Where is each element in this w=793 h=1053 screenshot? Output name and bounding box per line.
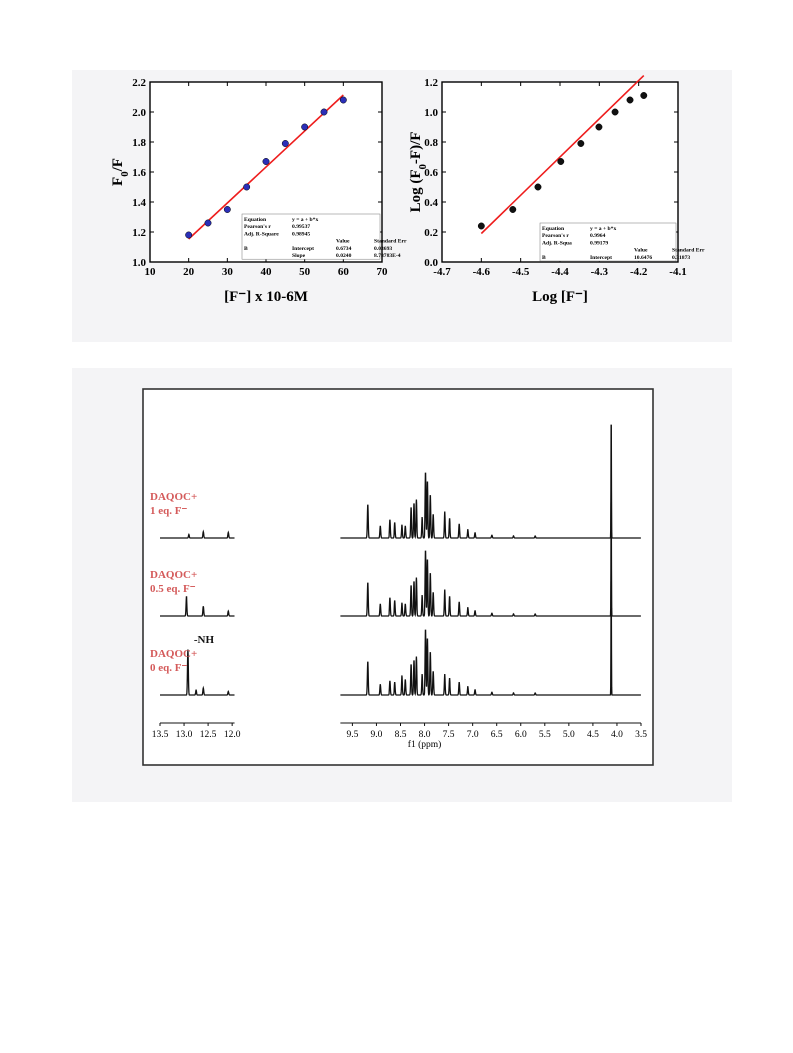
x-tick-label: 12.0 <box>223 730 241 740</box>
data-point <box>243 184 249 190</box>
data-point <box>578 140 584 146</box>
data-point <box>596 124 602 130</box>
x-tick-label: 12.5 <box>199 730 217 740</box>
stats-cell: y = a + b*x <box>292 217 319 223</box>
nmr-frame <box>143 389 653 765</box>
y-axis-label: Log $(F_0-F)/F$ <box>408 131 429 213</box>
data-point <box>627 97 633 103</box>
x-axis-label: [F⁻] x 10-6M <box>224 289 308 305</box>
data-point <box>558 158 564 164</box>
stats-cell: 0.99537 <box>292 224 311 231</box>
stats-cell: 0.98945 <box>292 231 311 238</box>
nmr-series-label: DAQOC+ <box>150 569 198 581</box>
y-tick-label: 0.0 <box>424 257 438 269</box>
x-axis-label: f1 (ppm) <box>407 740 442 750</box>
stats-cell: Slope <box>292 253 306 259</box>
y-tick-label: 1.6 <box>132 167 146 179</box>
x-tick-label: 5.0 <box>562 730 575 740</box>
x-tick-label: 5.5 <box>538 730 551 740</box>
x-tick-label: 60 <box>337 266 349 278</box>
y-tick-label: 0.8 <box>424 137 438 149</box>
stats-cell: Equation <box>244 217 267 223</box>
x-tick-label: 50 <box>299 266 311 278</box>
x-tick-label: 6.0 <box>514 730 527 740</box>
stats-cell: Intercept <box>590 254 612 261</box>
stats-cell: y = a + b*x <box>590 226 617 232</box>
nmr-series-label: 0.5 eq. F⁻ <box>150 583 196 595</box>
stats-cell: Adj. R-Square <box>244 231 279 238</box>
y-tick-label: 2.0 <box>132 107 146 119</box>
stats-cell: B <box>244 245 248 252</box>
stats-cell: Standard Err <box>672 247 705 254</box>
data-point <box>510 206 516 212</box>
x-tick-label: -4.7 <box>433 266 451 278</box>
stats-cell: Equation <box>542 226 565 232</box>
data-point <box>478 223 484 229</box>
x-tick-label: 13.5 <box>151 730 169 740</box>
y-tick-label: 1.2 <box>132 227 146 239</box>
nmr-spectrum-panel <box>142 388 654 766</box>
x-tick-label: -4.5 <box>511 266 530 278</box>
data-point <box>612 109 618 115</box>
x-tick-label: 20 <box>183 266 195 278</box>
y-tick-label: 0.4 <box>424 197 438 209</box>
stats-cell: Value <box>634 247 648 254</box>
x-tick-label: 8.0 <box>418 730 431 740</box>
x-tick-label: 9.0 <box>370 730 383 740</box>
data-point <box>263 158 269 164</box>
stats-cell: Intercept <box>292 245 314 252</box>
stats-cell: 0.9964 <box>590 233 606 240</box>
stats-cell: Pearson's r <box>542 233 569 240</box>
data-point <box>224 206 230 212</box>
nmr-series-label: DAQOC+ <box>150 491 198 503</box>
stats-cell: 0.0240 <box>336 253 352 259</box>
stats-cell: 0.03693 <box>374 245 393 252</box>
y-axis-label: $F_0/F$ <box>110 158 131 186</box>
x-tick-label: 3.5 <box>635 730 647 740</box>
stats-cell: Adj. R-Squa <box>542 240 572 247</box>
x-tick-label: -4.1 <box>669 266 687 278</box>
x-axis-label: Log [F⁻] <box>532 289 588 305</box>
nmr-series-label: 0 eq. F⁻ <box>150 662 188 674</box>
x-tick-label: 30 <box>221 266 233 278</box>
stats-cell: Value <box>336 238 350 245</box>
x-tick-label: -4.2 <box>629 266 648 278</box>
stats-cell: 8.78783E-4 <box>374 253 401 259</box>
data-point <box>301 124 307 130</box>
y-tick-label: 2.2 <box>132 77 146 89</box>
stats-cell: 10.6476 <box>634 254 653 261</box>
nmr-series-label: DAQOC+ <box>150 648 198 660</box>
stern-volmer-chart-svg <box>100 68 407 330</box>
y-tick-label: 1.0 <box>132 257 146 269</box>
y-tick-label: 1.8 <box>132 137 146 149</box>
x-tick-label: 9.5 <box>346 730 359 740</box>
x-tick-label: 7.5 <box>442 730 455 740</box>
x-tick-label: 40 <box>260 266 272 278</box>
x-tick-label: 4.0 <box>611 730 623 740</box>
stats-cell: 0.31873 <box>672 254 691 261</box>
stats-cell: 0.99179 <box>590 240 609 247</box>
data-point <box>185 232 191 238</box>
data-point <box>282 140 288 146</box>
nmr-chart-svg <box>142 388 654 766</box>
log-chart-svg <box>408 68 712 330</box>
stats-cell: Pearson's r <box>244 224 271 231</box>
x-tick-label: -4.6 <box>472 266 491 278</box>
x-tick-label: 4.5 <box>586 730 599 740</box>
stats-cell: B <box>542 254 546 261</box>
data-point <box>205 220 211 226</box>
x-tick-label: -4.3 <box>590 266 609 278</box>
x-tick-label: 6.5 <box>490 730 503 740</box>
data-point <box>321 109 327 115</box>
log-plot <box>408 68 712 330</box>
y-tick-label: 0.6 <box>424 167 438 179</box>
data-point <box>535 184 541 190</box>
y-tick-label: 1.0 <box>424 107 438 119</box>
nmr-series-label: 1 eq. F⁻ <box>150 505 188 517</box>
x-tick-label: 70 <box>376 266 388 278</box>
x-tick-label: 7.0 <box>466 730 479 740</box>
stats-cell: 0.6734 <box>336 245 352 252</box>
x-tick-label: 10 <box>144 266 156 278</box>
stern-volmer-plot <box>100 68 407 330</box>
data-point <box>340 97 346 103</box>
y-tick-label: 1.4 <box>132 197 146 209</box>
x-tick-label: 13.0 <box>175 730 193 740</box>
data-point <box>641 92 647 98</box>
y-tick-label: 0.2 <box>424 227 438 239</box>
nh-peak-annotation: -NH <box>193 634 215 646</box>
stats-cell: Standard Err <box>374 238 407 245</box>
y-tick-label: 1.2 <box>424 77 438 89</box>
x-tick-label: -4.4 <box>551 266 569 278</box>
x-tick-label: 8.5 <box>394 730 407 740</box>
